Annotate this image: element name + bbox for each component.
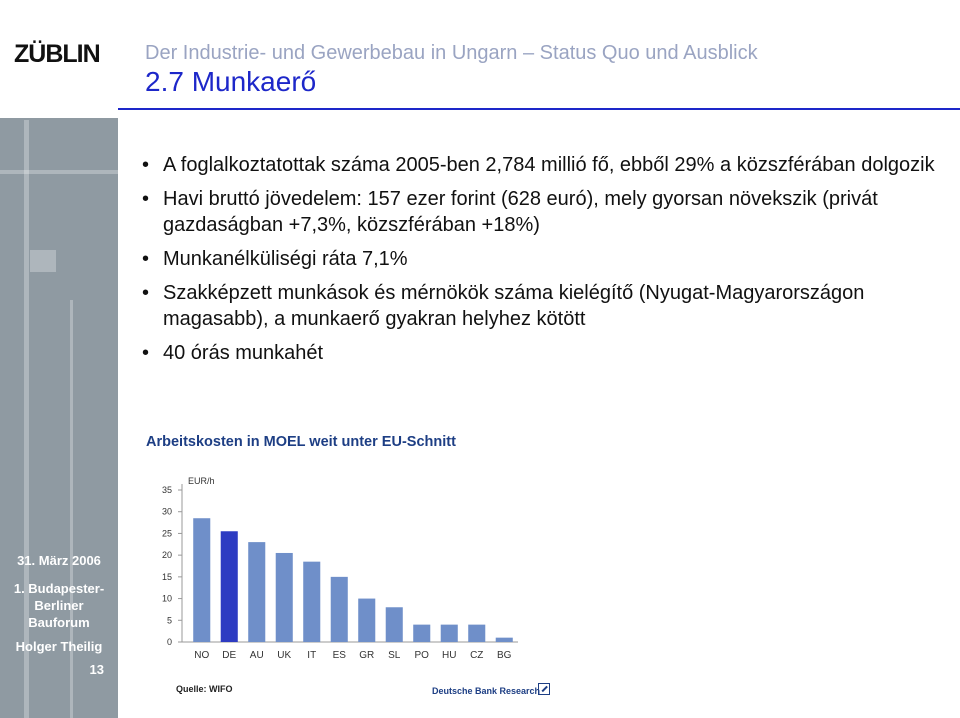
y-tick-label: 25	[161, 528, 172, 539]
bar-sl	[386, 607, 403, 642]
x-tick-label: BG	[497, 650, 512, 661]
header-divider	[118, 108, 960, 110]
bullet-symbol: •	[142, 342, 150, 364]
deutsche-bank-logo-icon	[538, 683, 550, 695]
event-name-line1: 1. Budapester-	[13, 581, 105, 596]
bullet-text: A foglalkoztatottak száma 2005-ben 2,784 millió fő, ebből 29% a közszférában dolgozik	[163, 154, 935, 176]
x-tick-label: AU	[249, 650, 264, 661]
page-title: 2.7 Munkaerő	[145, 66, 317, 97]
event-name-line3: Bauforum	[28, 615, 90, 630]
y-tick-label: 20	[161, 550, 172, 561]
y-tick-label: 15	[161, 571, 172, 582]
bullet-symbol: •	[142, 188, 150, 210]
x-tick-label: GR	[359, 650, 375, 661]
bar-hu	[441, 625, 458, 642]
bar-it	[303, 562, 320, 642]
crane-sign-decoration	[30, 250, 56, 272]
bullet-text: Munkanélküliségi ráta 7,1%	[163, 248, 408, 270]
bullet-symbol: •	[142, 282, 150, 304]
x-tick-label: IT	[307, 650, 317, 661]
zublin-logo: ZÜBLIN	[14, 40, 100, 68]
x-tick-label: PO	[414, 650, 429, 661]
x-tick-label: UK	[277, 650, 292, 661]
bar-es	[331, 577, 348, 642]
y-tick-label: 10	[161, 593, 172, 604]
bullet-item	[142, 152, 942, 178]
author-name: Holger Theilig	[15, 639, 103, 654]
bar-no	[193, 518, 210, 642]
crane-cable-decoration	[70, 300, 73, 718]
y-tick-label: 35	[161, 485, 172, 495]
bullet-item	[142, 246, 942, 272]
bar-uk	[276, 553, 293, 642]
y-tick-label: 0	[166, 637, 172, 647]
bullet-item	[142, 280, 942, 332]
slide-number: 13	[89, 662, 104, 677]
bullet-item	[142, 186, 942, 238]
y-tick-label: 5	[166, 615, 172, 626]
chart-title: Arbeitskosten in MOEL weit unter EU-Schnitt	[146, 434, 456, 450]
event-date: 31. März 2006	[17, 553, 101, 568]
x-tick-label: HU	[442, 650, 457, 661]
bullet-symbol: •	[142, 154, 150, 176]
bar-gr	[358, 599, 375, 642]
bar-de	[221, 531, 238, 642]
bar-bg	[496, 638, 513, 642]
bullet-list	[142, 152, 942, 374]
crane-jib-decoration	[0, 170, 118, 174]
logo-area	[0, 0, 118, 118]
presentation-title: Der Industrie- und Gewerbebau in Ungarn – Status Quo und Ausblick	[145, 42, 758, 64]
bar-po	[413, 625, 430, 642]
event-name-line2: Berliner	[34, 598, 84, 613]
x-tick-label: CZ	[470, 650, 484, 661]
labor-cost-chart	[142, 430, 562, 700]
bullet-text: Szakképzett munkások és mérnökök száma kielégítő (Nyugat-Magyarországon magasabb), a munkaerő gyakran helyhez kötött	[163, 282, 865, 330]
y-tick-label: 30	[161, 506, 172, 517]
deutsche-bank-research-logo-text: Deutsche Bank Research	[432, 686, 541, 696]
bullet-text: 40 órás munkahét	[163, 342, 324, 364]
bar-au	[248, 542, 265, 642]
sidebar	[0, 0, 118, 718]
bar-cz	[468, 625, 485, 642]
chart-plot	[148, 470, 560, 702]
bullet-text: Havi bruttó jövedelem: 157 ezer forint (628 euró), mely gyorsan növekszik (privát gazdaságban +7,3%, közszférában +18%)	[163, 188, 878, 236]
y-axis-label: EUR/h	[188, 476, 215, 486]
x-tick-label: SL	[388, 650, 401, 661]
chart-source: Quelle: WIFO	[176, 684, 233, 694]
bullet-item	[142, 340, 942, 366]
bullet-symbol: •	[142, 248, 150, 270]
x-tick-label: DE	[222, 650, 237, 661]
x-tick-label: ES	[332, 650, 346, 661]
x-tick-label: NO	[194, 650, 210, 661]
